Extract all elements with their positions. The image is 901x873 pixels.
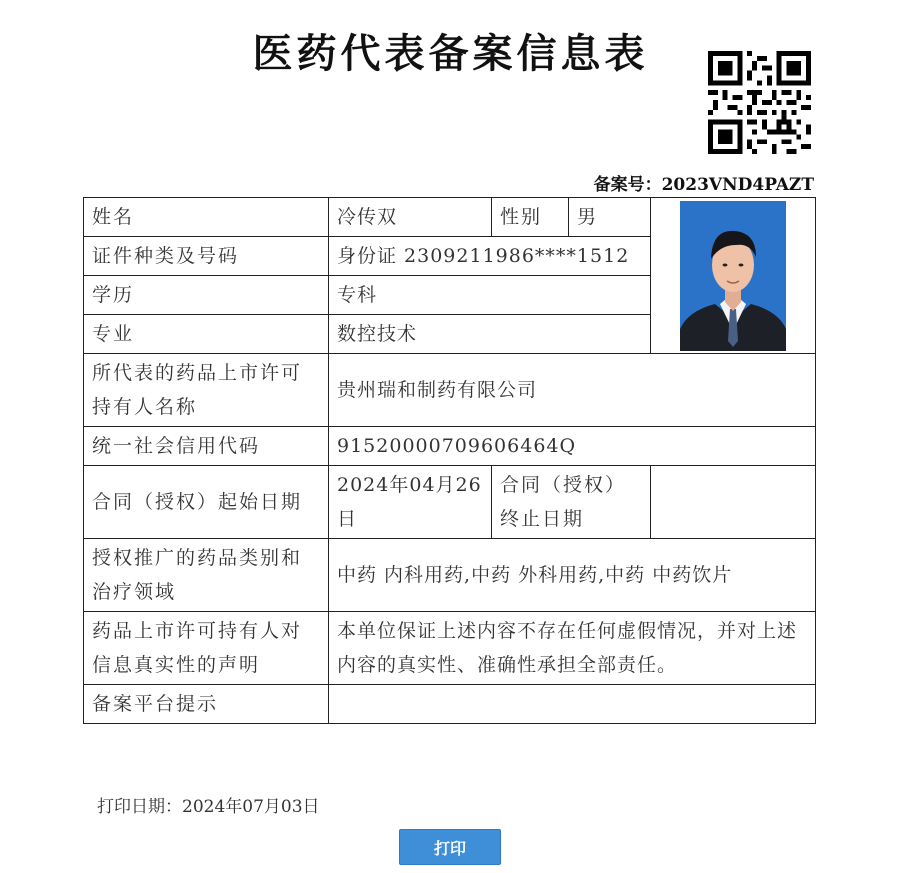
major-label: 专业 — [84, 315, 329, 354]
table-row — [84, 612, 816, 685]
declaration-value: 本单位保证上述内容不存在任何虚假情况，并对上述内容的真实性、准确性承担全部责任。 — [329, 612, 816, 685]
end-date-value — [651, 466, 816, 539]
notice-value — [329, 685, 816, 724]
holder-value: 贵州瑞和制药有限公司 — [329, 354, 816, 427]
info-table — [83, 197, 816, 724]
credit-code-value: 91520000709606464Q — [329, 427, 816, 466]
declaration-label: 药品上市许可持有人对信息真实性的声明 — [84, 612, 329, 685]
table-row — [84, 466, 816, 539]
category-label: 授权推广的药品类别和治疗领域 — [84, 539, 329, 612]
name-label: 姓名 — [84, 198, 329, 237]
table-row — [84, 354, 816, 427]
table-row — [84, 539, 816, 612]
table-row — [84, 427, 816, 466]
print-button[interactable]: 打印 — [399, 829, 501, 865]
table-row — [84, 198, 816, 237]
profile-photo — [680, 201, 786, 351]
notice-label: 备案平台提示 — [84, 685, 329, 724]
education-label: 学历 — [84, 276, 329, 315]
holder-label: 所代表的药品上市许可持有人名称 — [84, 354, 329, 427]
name-value: 冷传双 — [329, 198, 492, 237]
gender-label: 性别 — [492, 198, 569, 237]
gender-value: 男 — [569, 198, 651, 237]
table-row — [84, 685, 816, 724]
qr-code — [708, 51, 811, 154]
record-number: 备案号：2023VND4PAZT — [593, 175, 814, 195]
major-value: 数控技术 — [329, 315, 651, 354]
end-date-label: 合同（授权）终止日期 — [492, 466, 651, 539]
category-value: 中药 内科用药,中药 外科用药,中药 中药饮片 — [329, 539, 816, 612]
page-title: 医药代表备案信息表 — [252, 30, 649, 77]
id-value: 身份证 2309211986****1512 — [329, 237, 651, 276]
start-date-value: 2024年04月26日 — [329, 466, 492, 539]
photo-cell — [651, 198, 816, 354]
id-label: 证件种类及号码 — [84, 237, 329, 276]
print-date: 打印日期：2024年07月03日 — [97, 797, 320, 817]
education-value: 专科 — [329, 276, 651, 315]
start-date-label: 合同（授权）起始日期 — [84, 466, 329, 539]
credit-code-label: 统一社会信用代码 — [84, 427, 329, 466]
